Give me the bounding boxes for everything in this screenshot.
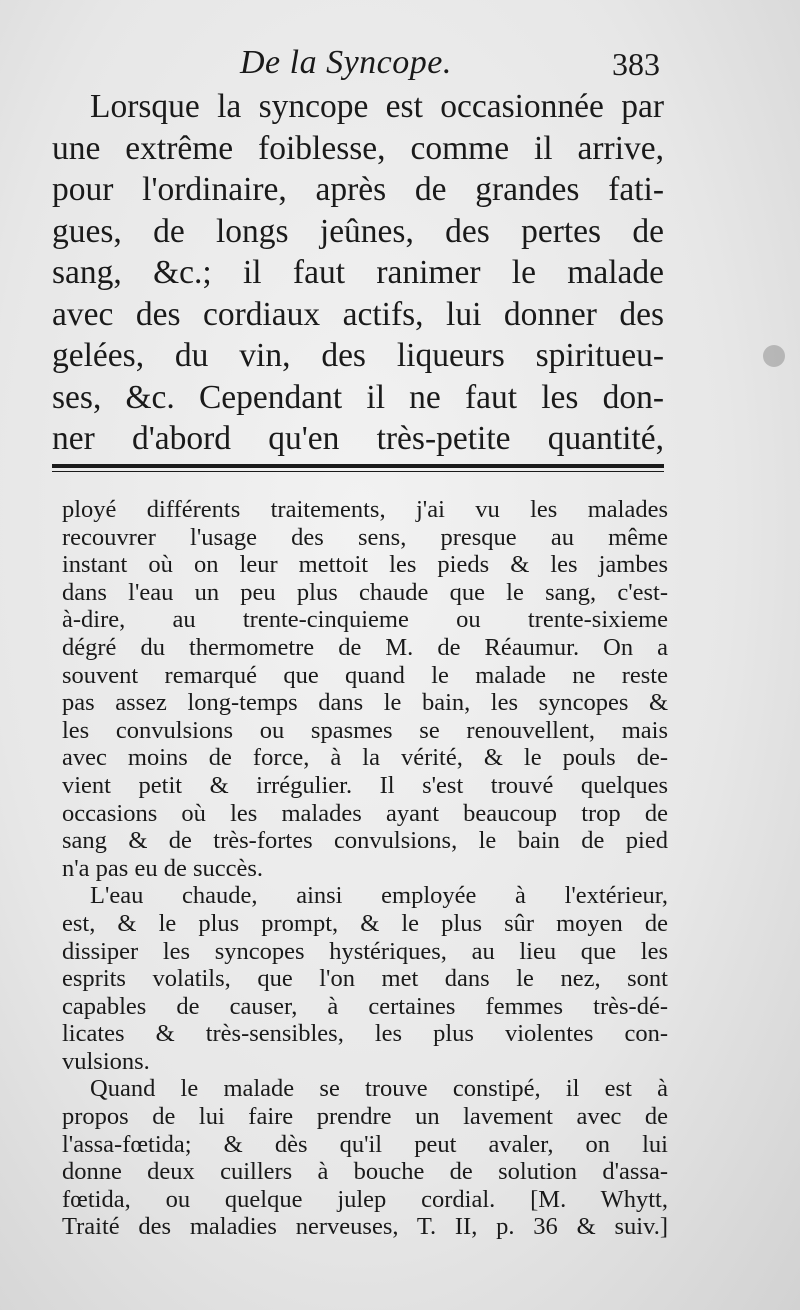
main-line: gelées, du vin, des liqueurs spiritueu- (52, 337, 664, 374)
footnote-line: est, & le plus prompt, & le plus sûr moyen de (62, 909, 668, 937)
footnote-separator-rule (52, 464, 664, 468)
footnote-line: souvent remarqué que quand le malade ne reste (62, 661, 668, 689)
footnote-line: donne deux cuillers à bouche de solution d'assa- (62, 1158, 668, 1186)
main-line: pour l'ordinaire, après de grandes fati- (52, 171, 664, 208)
footnote-line: les convulsions ou spasmes se renouvellent, mais (62, 716, 668, 744)
page-header (240, 44, 660, 90)
footnote-line: propos de lui faire prendre un lavement avec de (62, 1103, 668, 1131)
footnote-line: capables de causer, à certaines femmes très-dé- (62, 992, 668, 1020)
main-line: avec des cordiaux actifs, lui donner des (52, 295, 664, 333)
footnote-line: sang & de très-fortes convulsions, le bain de pied (62, 827, 668, 855)
footnote-line: pas assez long-temps dans le bain, les syncopes & (62, 689, 668, 717)
footnote-line: recouvrer l'usage des sens, presque au même (62, 523, 668, 551)
main-line: une extrême foiblesse, comme il arrive, (52, 129, 664, 167)
footnote-line: l'assa-fœtida; & dès qu'il peut avaler, on lui (62, 1130, 668, 1158)
ink-smudge (763, 345, 785, 367)
footnote-line: instant où on leur mettoit les pieds & les jambes (62, 551, 668, 579)
main-line: Lorsque la syncope est occasionnée par (90, 88, 664, 125)
footnote-line: dans l'eau un peu plus chaude que le sang, c'est- (62, 578, 668, 606)
footnote-line: occasions où les malades ayant beaucoup trop de (62, 799, 668, 827)
footnote-line: ployé différents traitements, j'ai vu les malades (62, 496, 668, 523)
page-number: 383 (612, 46, 660, 82)
main-line: gues, de longs jeûnes, des pertes de (52, 212, 664, 250)
footnote-line: licates & très-sensibles, les plus violentes con- (62, 1020, 668, 1048)
footnote-line: L'eau chaude, ainsi employée à l'extérieur, (90, 882, 668, 910)
footnote-line: esprits volatils, que l'on met dans le nez, sont (62, 965, 668, 993)
main-line: ner d'abord qu'en très-petite quantité, (52, 420, 664, 457)
footnote-line: vulsions. (62, 1047, 150, 1075)
footnote-line: dégré du thermometre de M. de Réaumur. On a (62, 633, 668, 661)
footnote-line: n'a pas eu de succès. (62, 854, 264, 882)
main-line: ses, &c. Cependant il ne faut les don- (52, 378, 664, 416)
main-line: sang, &c.; il faut ranimer le malade (52, 254, 664, 291)
footnote-line: avec moins de force, à la vérité, & le pouls de- (62, 744, 668, 772)
footnote-line: dissiper les syncopes hystériques, au lieu que les (62, 937, 668, 965)
footnote-block (62, 496, 668, 1241)
footnote-line: fœtida, ou quelque julep cordial. [M. Whytt, (62, 1185, 668, 1213)
footnote-line: vient petit & irrégulier. Il s'est trouvé quelques (62, 771, 668, 799)
footnote-line: Quand le malade se trouve constipé, il est à (90, 1075, 668, 1103)
main-paragraph (52, 86, 664, 460)
footnote-line: à-dire, au trente-cinquieme ou trente-sixieme (62, 606, 668, 634)
running-title: De la Syncope. (240, 44, 452, 81)
footnote-line: Traité des maladies nerveuses, T. II, p. 36 & suiv.] (62, 1213, 668, 1241)
